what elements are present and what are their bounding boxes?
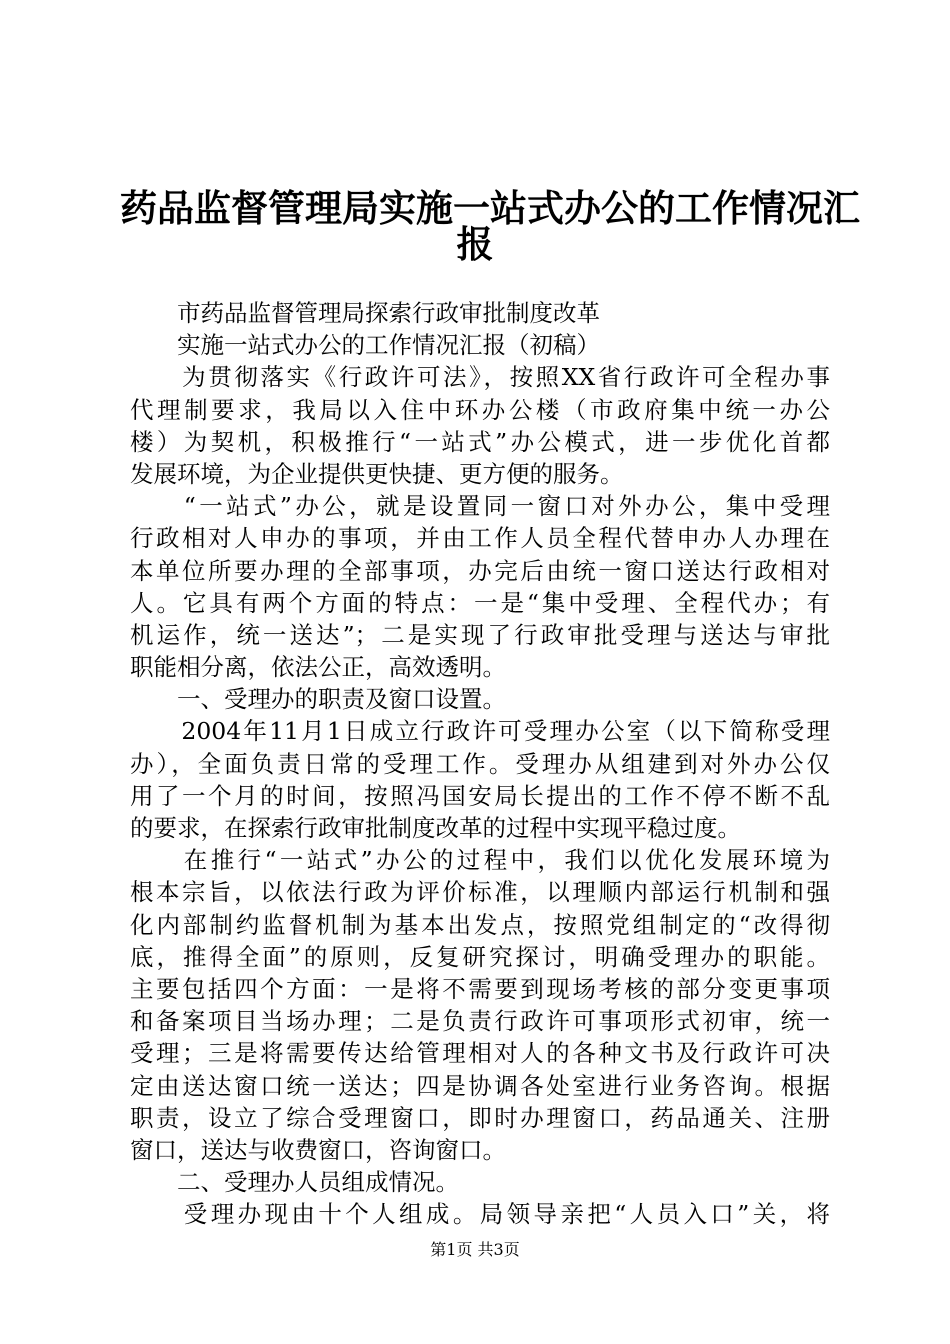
body-line: 为贯彻落实《行政许可法》，按照XX省行政许可全程办事 xyxy=(130,363,830,392)
body-line: 本单位所要办理的全部事项，办完后由统一窗口送达行政相对 xyxy=(130,556,830,585)
body-line: 市药品监督管理局探索行政审批制度改革 xyxy=(130,299,600,327)
body-line: 职责，设立了综合受理窗口，即时办理窗口，药品通关、注册 xyxy=(130,1103,830,1132)
body-line: 行政相对人申办的事项，并由工作人员全程代替申办人办理在 xyxy=(130,524,830,553)
body-line: 在推行“一站式”办公的过程中，我们以优化发展环境为 xyxy=(130,846,830,875)
body-line: 和备案项目当场办理；二是负责行政许可事项形式初审，统一 xyxy=(130,1007,830,1036)
document-title-line-2: 报 xyxy=(456,223,494,266)
body-line: 受理；三是将需要传达给管理相对人的各种文书及行政许可决 xyxy=(130,1039,830,1068)
document-body xyxy=(130,297,830,1230)
body-line: 窗口，送达与收费窗口，咨询窗口。 xyxy=(130,1135,506,1164)
body-line: 定由送达窗口统一送达；四是协调各处室进行业务咨询。根据 xyxy=(130,1071,830,1100)
body-line: 人。它具有两个方面的特点：一是“集中受理、全程代办；有 xyxy=(130,588,830,617)
body-line: 机运作，统一送达”；二是实现了行政审批受理与送达与审批 xyxy=(130,620,830,649)
body-line: 代理制要求，我局以入住中环办公楼（市政府集中统一办公 xyxy=(130,395,830,424)
body-line: 一、受理办的职责及窗口设置。 xyxy=(130,685,506,714)
body-line: 实施一站式办公的工作情况汇报（初稿） xyxy=(130,331,600,360)
body-line: 二、受理办人员组成情况。 xyxy=(130,1168,459,1197)
body-line: 发展环境，为企业提供更快捷、更方便的服务。 xyxy=(130,459,624,488)
body-line: 的要求，在探索行政审批制度改革的过程中实现平稳过度。 xyxy=(130,814,741,842)
document-title-line-1: 药品监督管理局实施一站式办公的工作情况汇 xyxy=(120,187,860,230)
body-line: 办），全面负责日常的受理工作。受理办从组建到对外办公仅 xyxy=(130,749,830,778)
body-line: 主要包括四个方面：一是将不需要到现场考核的部分变更事项 xyxy=(130,974,830,1003)
body-line: 根本宗旨，以依法行政为评价标准，以理顺内部运行机制和强 xyxy=(130,878,830,907)
body-line: 用了一个月的时间，按照冯国安局长提出的工作不停不断不乱 xyxy=(130,781,830,810)
body-line: 受理办现由十个人组成。局领导亲把“人员入口”关，将 xyxy=(130,1200,830,1229)
body-line: 底，推得全面”的原则，反复研究探讨，明确受理办的职能。 xyxy=(130,942,830,971)
body-line: 化内部制约监督机制为基本出发点，按照党组制定的“改得彻 xyxy=(130,910,830,939)
body-line: 职能相分离，依法公正，高效透明。 xyxy=(130,653,506,682)
body-line: 2004年11月1日成立行政许可受理办公室（以下简称受理 xyxy=(130,717,830,746)
body-line: 楼）为契机，积极推行“一站式”办公模式，进一步优化首都 xyxy=(130,427,830,456)
page-footer: 第1页 共3页 xyxy=(430,1240,520,1259)
body-line: “一站式”办公，就是设置同一窗口对外办公，集中受理 xyxy=(130,492,830,521)
